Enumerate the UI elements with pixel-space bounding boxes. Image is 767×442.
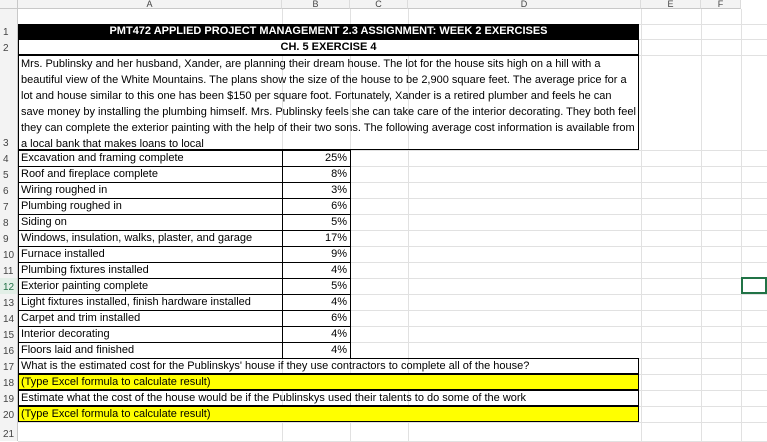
- answer-1-cell[interactable]: (Type Excel formula to calculate result): [18, 374, 639, 390]
- task-percent[interactable]: 17%: [282, 230, 351, 247]
- column-header-d[interactable]: D: [408, 0, 641, 9]
- task-name[interactable]: Light fixtures installed, finish hardware installed: [18, 294, 283, 311]
- task-name[interactable]: Interior decorating: [18, 326, 283, 343]
- problem-description[interactable]: Mrs. Publinsky and her husband, Xander, are planning their dream house. The lot for the house sits high on a hill with a beautiful view of the White Mountains. The plans show the size of the house to be 2,900 square feet. The average price for a lot and house similar to this one has been $150 per square foot. Fortunately, Xander is a retired plumber and feels he can save money by installing the plumbing himself. Mrs. Publinsky feels she can take care of the interior decorating. They both feel they can complete the exterior painting with the help of their two sons. The following average cost information is available from a local bank that makes loans to local: [18, 55, 639, 150]
- active-cell-selection[interactable]: [741, 277, 767, 294]
- row-header-15[interactable]: 15: [0, 326, 18, 342]
- grid-line: [701, 9, 702, 441]
- task-percent[interactable]: 4%: [282, 326, 351, 343]
- task-name[interactable]: Roof and fireplace complete: [18, 166, 283, 183]
- task-name[interactable]: Furnace installed: [18, 246, 283, 263]
- row-header-strip: [0, 9, 18, 24]
- row-header-16[interactable]: 16: [0, 342, 18, 358]
- column-header-f[interactable]: F: [701, 0, 741, 9]
- column-header-c[interactable]: C: [350, 0, 408, 9]
- task-name[interactable]: Siding on: [18, 214, 283, 231]
- row-header-19[interactable]: 19: [0, 390, 18, 406]
- task-percent[interactable]: 3%: [282, 182, 351, 199]
- row-header-3[interactable]: 3: [0, 55, 18, 150]
- exercise-heading[interactable]: CH. 5 EXERCISE 4: [18, 39, 639, 55]
- task-percent[interactable]: 4%: [282, 342, 351, 359]
- task-percent[interactable]: 8%: [282, 166, 351, 183]
- grid-line: [741, 9, 742, 441]
- column-header-b[interactable]: B: [282, 0, 350, 9]
- row-header-14[interactable]: 14: [0, 310, 18, 326]
- task-name[interactable]: Plumbing roughed in: [18, 198, 283, 215]
- row-header-7[interactable]: 7: [0, 198, 18, 214]
- task-percent[interactable]: 6%: [282, 198, 351, 215]
- row-header-17[interactable]: 17: [0, 358, 18, 374]
- sheet-title[interactable]: PMT472 APPLIED PROJECT MANAGEMENT 2.3 ASSIGNMENT: WEEK 2 EXERCISES: [18, 24, 639, 39]
- row-header-20[interactable]: 20: [0, 406, 18, 422]
- row-header-10[interactable]: 10: [0, 246, 18, 262]
- row-header-5[interactable]: 5: [0, 166, 18, 182]
- task-name[interactable]: Carpet and trim installed: [18, 310, 283, 327]
- row-header-2[interactable]: 2: [0, 39, 18, 55]
- task-name[interactable]: Wiring roughed in: [18, 182, 283, 199]
- row-header-6[interactable]: 6: [0, 182, 18, 198]
- row-header-8[interactable]: 8: [0, 214, 18, 230]
- row-header-11[interactable]: 11: [0, 262, 18, 278]
- task-name[interactable]: Excavation and framing complete: [18, 150, 283, 167]
- grid-line: [641, 9, 642, 441]
- row-header-12[interactable]: 12: [0, 278, 18, 294]
- task-name[interactable]: Exterior painting complete: [18, 278, 283, 295]
- column-header-a[interactable]: A: [18, 0, 282, 9]
- row-header-9[interactable]: 9: [0, 230, 18, 246]
- row-header-13[interactable]: 13: [0, 294, 18, 310]
- task-percent[interactable]: 5%: [282, 278, 351, 295]
- task-percent[interactable]: 4%: [282, 262, 351, 279]
- select-all-corner[interactable]: [0, 0, 18, 9]
- answer-2-cell[interactable]: (Type Excel formula to calculate result): [18, 406, 639, 422]
- column-header-e[interactable]: E: [641, 0, 701, 9]
- question-1[interactable]: What is the estimated cost for the Publinskys' house if they use contractors to complete all of the house?: [18, 358, 639, 374]
- task-name[interactable]: Floors laid and finished: [18, 342, 283, 359]
- task-name[interactable]: Windows, insulation, walks, plaster, and garage: [18, 230, 283, 247]
- task-percent[interactable]: 6%: [282, 310, 351, 327]
- task-percent[interactable]: 4%: [282, 294, 351, 311]
- row-header-21[interactable]: 21: [0, 422, 18, 441]
- task-name[interactable]: Plumbing fixtures installed: [18, 262, 283, 279]
- row-header-18[interactable]: 18: [0, 374, 18, 390]
- grid-line: [18, 422, 767, 423]
- task-percent[interactable]: 25%: [282, 150, 351, 167]
- row-header-4[interactable]: 4: [0, 150, 18, 166]
- task-percent[interactable]: 5%: [282, 214, 351, 231]
- row-header-1[interactable]: 1: [0, 24, 18, 39]
- task-percent[interactable]: 9%: [282, 246, 351, 263]
- question-2[interactable]: Estimate what the cost of the house would be if the Publinskys used their talents to do some of the work: [18, 390, 639, 406]
